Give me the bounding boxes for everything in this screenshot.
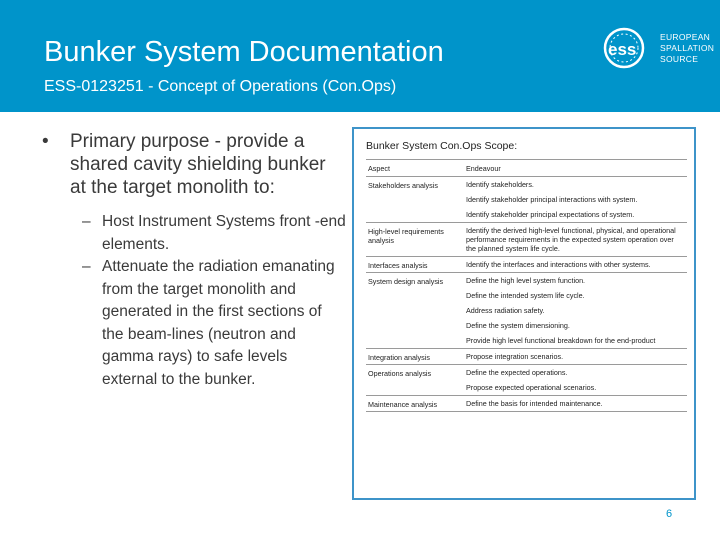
table-row (366, 396, 687, 412)
endeavour-cell (464, 365, 687, 396)
logo-line-3: SOURCE (660, 54, 699, 64)
slide-title: Bunker System Documentation (44, 36, 444, 68)
ess-logo-mark-icon (596, 26, 654, 70)
aspect-cell: High-level requirements analysis (366, 223, 464, 257)
table-row (366, 257, 687, 273)
scope-table-title: Bunker System Con.Ops Scope: (366, 140, 518, 152)
endeavour-item: Identify the derived high-level functional, physical, and operational performance requirements in the expected system operation over the planned system life cycle. (466, 226, 676, 253)
page-number: 6 (666, 508, 673, 520)
ess-logo-text (660, 32, 714, 65)
endeavour-cell (464, 396, 687, 412)
endeavour-item: Identify stakeholder principal expectations of system. (466, 210, 635, 219)
slide-header (0, 0, 720, 112)
main-bullet-text: Primary purpose - provide a shared cavity shielding bunker at the target monolith to: (70, 131, 326, 198)
scope-table-frame (352, 127, 696, 500)
sub-bullet-text: Host Instrument Systems front -end elements. (102, 213, 346, 253)
endeavour-item: Define the system dimensioning. (466, 321, 570, 330)
aspect-cell: Integration analysis (366, 349, 464, 365)
table-row (366, 223, 687, 257)
column-header-endeavour: Endeavour (464, 160, 687, 177)
endeavour-item: Identify the interfaces and interactions with other systems. (466, 260, 651, 269)
sub-bullet (28, 211, 346, 256)
endeavour-cell (464, 223, 687, 257)
endeavour-item: Propose expected operational scenarios. (466, 383, 597, 392)
bullet-dot-icon: • (42, 131, 49, 152)
logo-line-2: SPALLATION (660, 43, 715, 53)
aspect-cell: Operations analysis (366, 365, 464, 396)
ess-logo-mark-text: ess (608, 40, 637, 59)
aspect-cell: System design analysis (366, 273, 464, 349)
sub-bullet-text: Attenuate the radiation emanating from the target monolith and generated in the first sections of the beam-lines (neutron and gamma rays) to safe levels external to the bunker. (102, 258, 335, 388)
table-row (366, 349, 687, 365)
endeavour-item: Define the basis for intended maintenance. (466, 399, 603, 408)
ess-logo (596, 26, 714, 70)
aspect-cell: Maintenance analysis (366, 396, 464, 412)
bullet-list (28, 130, 346, 391)
endeavour-item: Identify stakeholders. (466, 180, 534, 189)
main-bullet (28, 130, 346, 199)
scope-table (366, 159, 687, 412)
endeavour-item: Provide high level functional breakdown for the end-product (466, 336, 656, 345)
bullet-dash-icon: – (82, 258, 91, 275)
endeavour-item: Define the high level system function. (466, 276, 586, 285)
aspect-cell: Stakeholders analysis (366, 177, 464, 223)
table-row (366, 177, 687, 223)
endeavour-cell (464, 177, 687, 223)
bullet-dash-icon: – (82, 213, 91, 230)
endeavour-cell (464, 273, 687, 349)
endeavour-item: Define the expected operations. (466, 368, 568, 377)
table-row (366, 273, 687, 349)
endeavour-item: Define the intended system life cycle. (466, 291, 585, 300)
logo-line-1: EUROPEAN (660, 32, 711, 42)
sub-bullet-list (28, 211, 346, 391)
slide-subtitle: ESS-0123251 - Concept of Operations (Con.Ops) (44, 78, 397, 95)
endeavour-item: Identify stakeholder principal interactions with system. (466, 195, 638, 204)
endeavour-cell (464, 257, 687, 273)
endeavour-item: Address radiation safety. (466, 306, 545, 315)
endeavour-cell (464, 349, 687, 365)
column-header-aspect: Aspect (366, 160, 464, 177)
table-header-row (366, 160, 687, 177)
sub-bullet (28, 256, 346, 391)
endeavour-item: Propose integration scenarios. (466, 352, 564, 361)
table-row (366, 365, 687, 396)
aspect-cell: Interfaces analysis (366, 257, 464, 273)
